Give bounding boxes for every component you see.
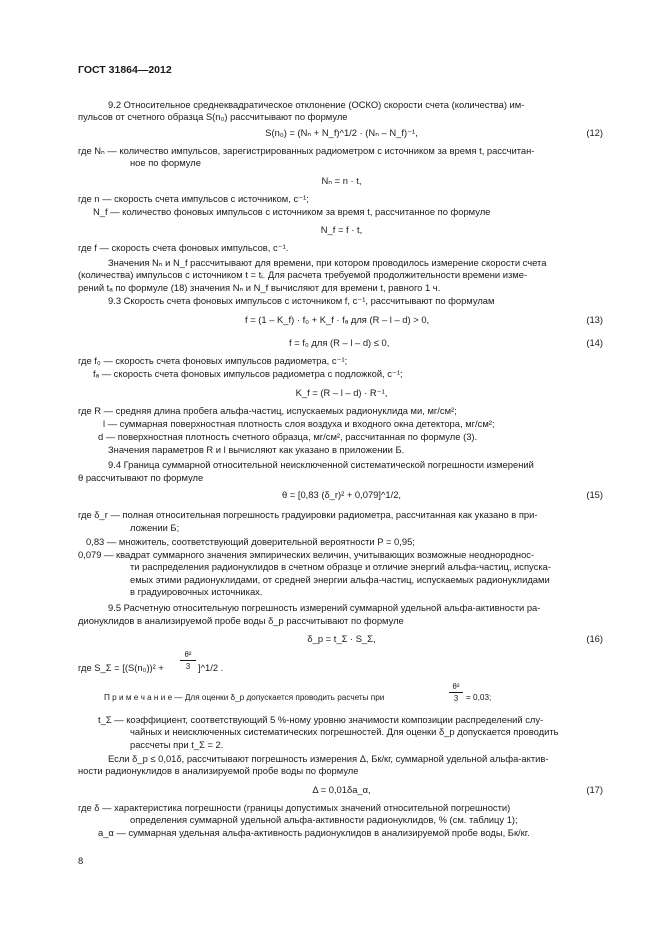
text-line: ложении Б; bbox=[130, 522, 180, 533]
text-line: рассчеты при t_Σ = 2. bbox=[130, 739, 224, 750]
text-line: l — суммарная поверхностная плотность слоя воздуха и входного окна детектора, мг/см²; bbox=[103, 418, 495, 429]
formula-17: Δ = 0,01δa_α, bbox=[312, 784, 371, 795]
equation-number: (15) bbox=[586, 489, 603, 500]
note: П р и м е ч а н и е — Для оценки δ_p допускается проводить расчеты при bbox=[104, 693, 385, 702]
text-line: ности радионуклидов в анализируемой пробе воды по формуле bbox=[78, 765, 359, 776]
text-line: Если δ_p ≤ 0,01δ, рассчитывают погрешность измерения Δ, Бк/кг, суммарной удельной альфа-актив- bbox=[108, 753, 549, 764]
fraction-numerator: θ² bbox=[452, 682, 460, 691]
text-line: 9.3 Скорость счета фоновых импульсов с источником f, с⁻¹, рассчитывают по формулам bbox=[108, 295, 495, 306]
text-line: где R — средняя длина пробега альфа-частиц, испускаемых радионуклида ми, мг/см²; bbox=[78, 405, 457, 416]
equation-number: (17) bbox=[586, 784, 603, 795]
fraction-denominator: 3 bbox=[453, 694, 459, 703]
text-line: 0,83 — множитель, соответствующий доверительной вероятности P = 0,95; bbox=[86, 536, 415, 547]
equation-number: (12) bbox=[586, 127, 603, 138]
note: = 0,03; bbox=[466, 693, 492, 702]
equation-number: (16) bbox=[586, 633, 603, 644]
formula-15: θ = [0,83 (δ_r)² + 0,079]^1/2, bbox=[281, 489, 402, 500]
page-header: ГОСТ 31864—2012 bbox=[78, 64, 172, 76]
text-line: 9.5 Расчетную относительную погрешность измерений суммарной удельной альфа-активности ра- bbox=[108, 602, 541, 613]
text-line: где S_Σ = [(S(n₀))² + bbox=[78, 662, 164, 673]
text-line: ти распределения радионуклидов в счетном образце и отличие энергий альфа-частиц, испуска- bbox=[130, 561, 551, 572]
text-line: Значения параметров R и l вычисляют как указано в приложении Б. bbox=[108, 444, 405, 455]
equation-number: (14) bbox=[586, 337, 603, 348]
fraction-denominator: 3 bbox=[185, 662, 191, 671]
text-line: где δ_r — полная относительная погрешность градуировки радиометра, рассчитанная как указано в при- bbox=[78, 509, 538, 520]
text-line: 9.4 Граница суммарной относительной неисключенной систематической погрешности измерений bbox=[108, 459, 534, 470]
formula-14: f = f₀ для (R – l – d) ≤ 0, bbox=[289, 337, 390, 348]
text-line: θ рассчитывают по формуле bbox=[78, 472, 204, 483]
formula: N_f = f · t, bbox=[320, 224, 363, 235]
fraction bbox=[449, 682, 463, 703]
text-line: fₐ — скорость счета фоновых импульсов радиометра с подложкой, с⁻¹; bbox=[93, 368, 403, 379]
text-line: рений tₐ по формуле (18) значения Nₙ и N_f вычисляют для времени t, равного 1 ч. bbox=[78, 282, 441, 293]
equation-number: (13) bbox=[586, 314, 603, 325]
text-line: ное по формуле bbox=[130, 157, 201, 168]
fraction bbox=[180, 650, 196, 671]
text-line: емых этими радионуклидами, от средней энергии альфа-частиц, испускаемых радионуклидами bbox=[130, 574, 550, 585]
text-line: 0,079 — квадрат суммарного значения эмпирических величин, учитывающих возможные неоднороднос- bbox=[78, 549, 535, 560]
text-line: t_Σ — коэффициент, соответствующий 5 %-ному уровню значимости композиции распределений слу- bbox=[98, 714, 544, 725]
fraction-numerator: θ² bbox=[184, 650, 192, 659]
formula-16: δ_p = t_Σ · S_Σ, bbox=[307, 633, 376, 644]
fraction-bar bbox=[449, 692, 463, 693]
text-line: ]^1/2 . bbox=[198, 662, 224, 673]
text-line: где n — скорость счета импульсов с источником, с⁻¹; bbox=[78, 193, 309, 204]
text-line: чайных и неисключенных систематических погрешностей. Для оценки δ_p допускается проводить bbox=[130, 726, 559, 737]
text-line: где Nₙ — количество импульсов, зарегистрированных радиометром с источником за время t, рассчитан- bbox=[78, 145, 535, 156]
text-line: 9.2 Относительное среднеквадратическое отклонение (ОСКО) скорости счета (количества) им- bbox=[108, 99, 525, 110]
text-line: пульсов от счетного образца S(n₀) рассчитывают по формуле bbox=[78, 111, 348, 122]
text-line: где f₀ — скорость счета фоновых импульсов радиометра, с⁻¹; bbox=[78, 355, 348, 366]
text-line: d — поверхностная плотность счетного образца, мг/см², рассчитанная по формуле (3). bbox=[98, 431, 478, 442]
formula-13: f = (1 – K_f) · f₀ + K_f · fₐ для (R – l – d) > 0, bbox=[245, 314, 430, 325]
text-line: Значения Nₙ и N_f рассчитывают для времени, при котором проводилось измерение скорости счета bbox=[108, 257, 547, 268]
text-line: в градуировочных источниках. bbox=[130, 586, 263, 597]
text-line: дионуклидов в анализируемой пробе воды δ_p рассчитывают по формуле bbox=[78, 615, 404, 626]
formula: Nₙ = n · t, bbox=[321, 175, 362, 186]
formula: K_f = (R – l – d) · R⁻¹, bbox=[295, 387, 388, 398]
text-line: N_f — количество фоновых импульсов с источником за время t, рассчитанное по формуле bbox=[93, 206, 491, 217]
text-line: (количества) импульсов с источником t = tᵢ. Для расчета требуемой продолжительности времени изме- bbox=[78, 269, 528, 280]
text-line: где δ — характеристика погрешности (границы допустимых значений относительной погрешности) bbox=[78, 802, 511, 813]
text-line: где f — скорость счета фоновых импульсов, с⁻¹. bbox=[78, 242, 289, 253]
formula-12: S(n₀) = (Nₙ + N_f)^1/2 · (Nₙ – N_f)⁻¹, bbox=[265, 127, 418, 138]
page-number: 8 bbox=[78, 855, 84, 866]
text-line: определения суммарной удельной альфа-активности радионуклидов, % (см. таблицу 1); bbox=[130, 814, 518, 825]
text-line: a_α — суммарная удельная альфа-активность радионуклидов в анализируемой пробе воды, Бк/кг. bbox=[98, 827, 530, 838]
fraction-bar bbox=[180, 660, 196, 661]
